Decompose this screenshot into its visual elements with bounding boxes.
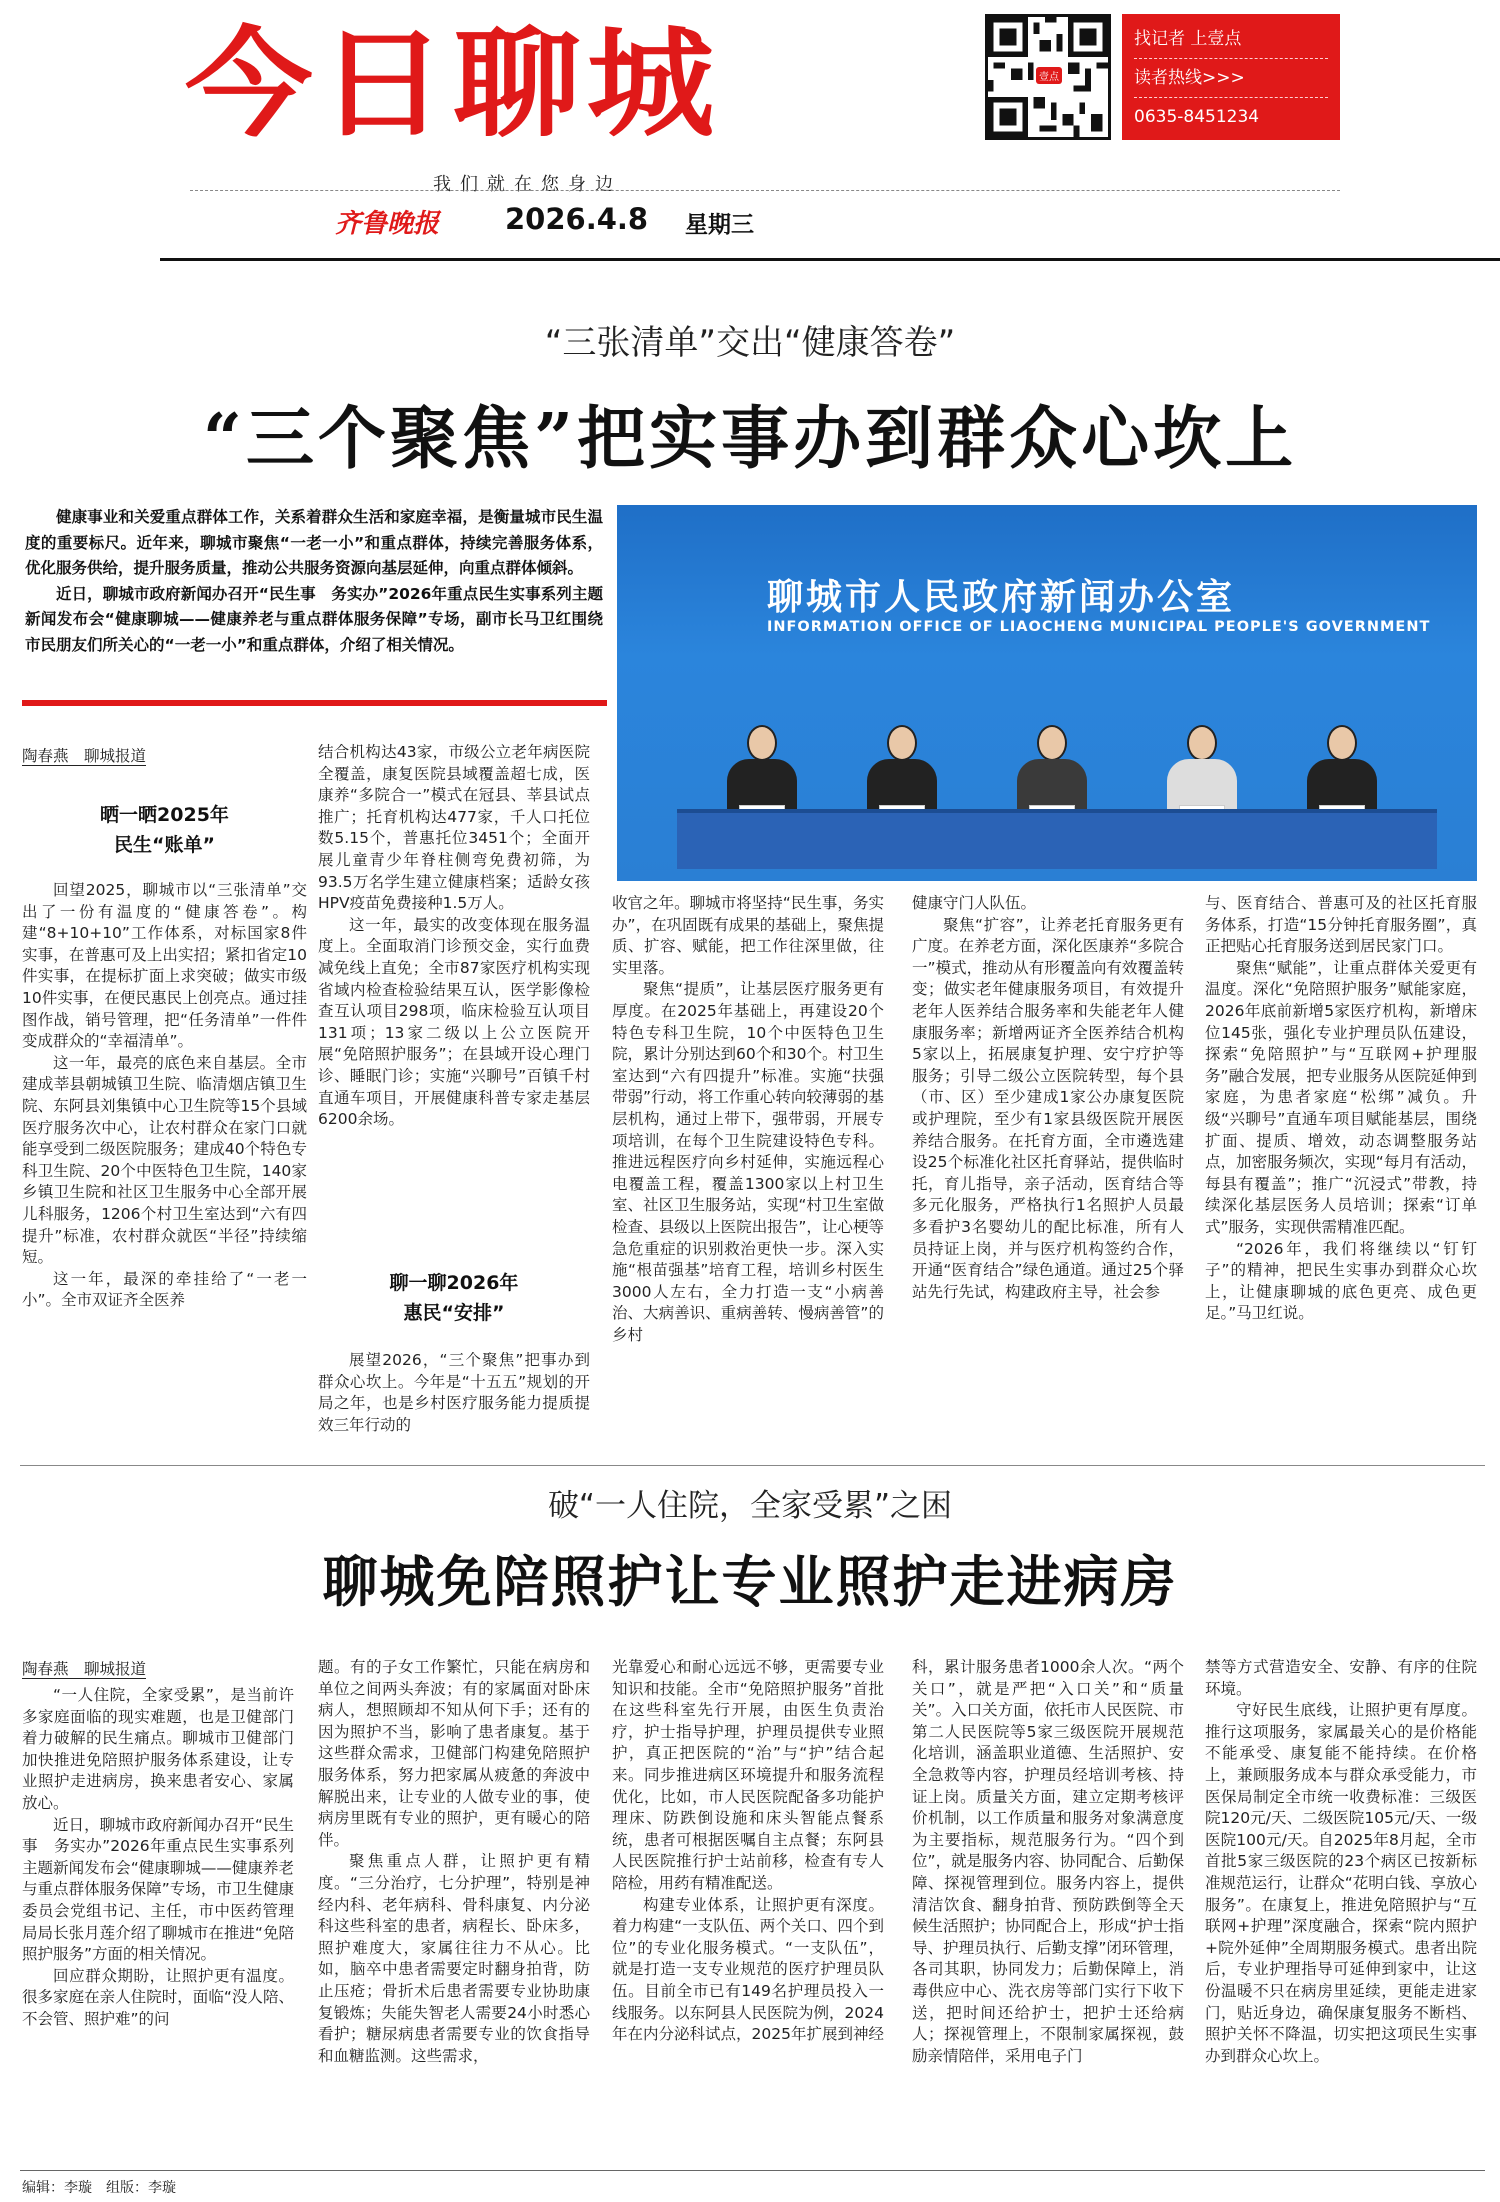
contact-line-1: 找记者 上壹点 [1134, 20, 1328, 59]
paper-logo: 齐鲁晚报 [335, 209, 440, 239]
conference-table [677, 809, 1437, 869]
story1-column-2a: 结合机构达43家，市级公立老年病医院全覆盖，康复医院县域覆盖超七成，医康养“多院合一”模式在冠县、莘县试点推广；托育机构达477家，千人口托位数5.15个，普惠托位3451个；全面开展儿童青少年脊柱侧弯免费初筛，为93.5万名学生建立健康档案；适龄女孩HPV疫苗免费接种1.5万人。 这一年，最实的改变体现在服务温度上。全面取消门诊预交金，实行血费减免线上直免；全市87家医疗机构实现省域内检查检验结果互认，医学影像检查互认项目298项，临床检验互认项目131项；13家二级以上公立医院开展“免陪照护服务”；在县域开设心理门诊、睡眠门诊；实施“兴聊号”百镇千村直通车项目，开展健康科普专家走基层6200余场。 [318, 743, 590, 1129]
slogan: 我们就在您身边 [433, 174, 622, 195]
lead-red-bar [22, 700, 607, 706]
story2-headline: 聊城免陪照护让专业照护走进病房 [322, 1549, 1178, 1614]
story2-byline: 陶春燕 聊城报道 [22, 1660, 147, 1678]
story1-column-2b: 展望2026，“三个聚焦”把事办到群众心坎上。今年是“十五五”规划的开局之年，也是乡村医疗服务能力提质提效三年行动的 [318, 1351, 590, 1434]
issue-date: 2026.4.8 [505, 202, 649, 236]
footer-credits: 编辑：李璇 组版：李璇 [22, 2180, 176, 2196]
story2-column-1: “一人住院，全家受累”，是当前许多家庭面临的现实难题，也是卫健部门着力破解的民生痛点。聊城市卫健部门加快推进免陪照护服务体系建设，让专业照护走进病房，换来患者安心、家属放心。 近日，聊城市政府新闻办召开“民生事 务实办”2026年重点民生实事系列主题新闻发布会“健康聊城——健康养老与重点群体服务保障”专场，市卫生健康委员会党组书记、主任，市中医药管理局局长张月莲介绍了聊城市在推进“免陪照护服务”方面的相关情况。 回应群众期盼，让照护更有温度。很多家庭在亲人住院时，面临“没人陪、不会管、照护难”的问 [22, 1686, 294, 2028]
story2-column-2: 题。有的子女工作繁忙，只能在病房和单位之间两头奔波；有的家属面对卧床病人，想照顾却不知从何下手；还有的因为照护不当，影响了患者康复。基于这些群众需求，卫健部门构建免陪照护服务体系，努力把家属从疲惫的奔波中解脱出来，让专业的人做专业的事，使病房里既有专业的照护，更有暖心的陪伴。 聚焦重点人群，让照护更有精度。“三分治疗，七分护理”，特别是神经内科、老年病科、骨科康复、内分泌科这些科室的患者，病程长、卧床多，照护难度大，家属往往力不从心。比如，脑卒中患者需要定时翻身拍背，防止压疮；骨折术后患者需要专业协助康复锻炼；失能失智老人需要24小时悉心看护；糖尿病患者需要专业的饮食指导和血糖监测。这些需求， [318, 1658, 590, 2065]
photo-backdrop-subtitle: INFORMATION OFFICE OF LIAOCHENG MUNICIPAL PEOPLE'S GOVERNMENT [767, 619, 1431, 635]
masthead-title: 今日聊城 [185, 15, 721, 153]
issue-weekday: 星期三 [685, 212, 754, 238]
speaker-figure [727, 725, 797, 813]
press-conference-photo [617, 505, 1477, 881]
masthead-divider [190, 190, 1340, 191]
story1-column-4: 健康守门人队伍。 聚焦“扩容”，让养老托育服务更有广度。在养老方面，深化医康养“多院合一”模式，推动从有形覆盖向有效覆盖转变；做实老年健康服务项目，有效提升老年人医养结合服务率和失能老年人健康服务率；新增两证齐全医养结合机构5家以上，拓展康复护理、安宁疗护等服务；引导二级公立医院转型，每个县（市、区）至少建成1家公办康复医院或护理院，至少有1家县级医院开展医养结合服务。在托育方面，全市遴选建设25个标准化社区托育驿站，提供临时托，育儿指导，亲子活动，医育结合等多元化服务，严格执行1名照护人员最多看护3名婴幼儿的配比标准，所有人员持证上岗，并与医疗机构签约合作，开通“医育结合”绿色通道。通过25个驿站先行先试，构建政府主导，社会参 [912, 894, 1184, 1301]
qr-code-icon[interactable] [985, 14, 1111, 140]
story1-byline: 陶春燕 聊城报道 [22, 747, 147, 765]
story1-lead-p2: 近日，聊城市政府新闻办召开“民生事 务实办”2026年重点民生实事系列主题新闻发布会“健康聊城——健康养老与重点群体服务保障”专场，副市长马卫红围绕市民朋友们所关心的“一老一小”和重点群体，介绍了相关情况。 [25, 584, 603, 654]
contact-box [1122, 14, 1340, 140]
story2-column-5: 禁等方式营造安全、安静、有序的住院环境。 守好民生底线，让照护更有厚度。推行这项服务，家属最关心的是价格能不能承受、康复能不能持续。在价格上，兼顾服务成本与群众承受能力，市医保局制定全市统一收费标准：三级医院120元/天、二级医院105元/天、一级医院100元/天。自2025年8月起，全市首批5家三级医院的23个病区已按新标准规范运行，让群众“花明白钱、享放心服务”。在康复上，推进免陪照护与“互联网+护理”深度融合，探索“院内照护+院外延伸”全周期服务模式。患者出院后，专业护理指导可延伸到家中，让这份温暖不只在病房里延续，更能走进家门，贴近身边，确保康复服务不断档、照护关怀不降温，切实把这项民生实事办到群众心坎上。 [1205, 1658, 1477, 2065]
story1-kicker: “三张清单”交出“健康答卷” [544, 323, 956, 363]
footer-rule [20, 2170, 1485, 2171]
top-rule [160, 258, 1500, 261]
story2-kicker: 破“一人住院，全家受累”之困 [547, 1488, 953, 1524]
story1-column-5: 与、医育结合、普惠可及的社区托育服务体系，打造“15分钟托育服务圈”，真正把贴心托育服务送到居民家门口。 聚焦“赋能”，让重点群体关爱更有温度。深化“免陪照护服务”赋能家庭，2026年底前新增5家医疗机构，新增床位145张，强化专业护理员队伍建设，探索“免陪照护”与“互联网+护理服务”融合发展，把专业服务从医院延伸到家庭，为患者家庭“松绑”减负。升级“兴聊号”直通车项目赋能基层，围绕扩面、提质、增效，动态调整服务站点，加密服务频次，实现“每月有活动，每县有覆盖”；推广“沉浸式”带教，持续深化基层医务人员培训；探索“订单式”服务，实现供需精准匹配。 “2026年，我们将继续以“钉钉子”的精神，把民生实事办到群众心坎上，让健康聊城的底色更亮、成色更足。”马卫红说。 [1205, 894, 1477, 1323]
story1-lead [25, 505, 603, 658]
story2-column-4: 科，累计服务患者1000余人次。“两个关口”，就是严把“入口关”和“质量关”。入口关方面，依托市人民医院、市第二人民医院等5家三级医院开展规范化培训，涵盖职业道德、生活照护、安全急救等内容，护理员经培训考核、持证上岗。质量关方面，建立定期考核评价机制，以工作质量和服务对象满意度为主要指标，规范服务行为。“四个到位”，就是服务内容、协同配合、后勤保障、探视管理到位。服务内容上，提供清洁饮食、翻身拍背、预防跌倒等全天候生活照护；协同配合上，形成“护士指导、护理员执行、后勤支撑”闭环管理，各司其职，协同发力；后勤保障上，消毒供应中心、洗衣房等部门实行下收下送，把时间还给护士，把护士还给病人；探视管理上，不限制家属探视，鼓励亲情陪伴，采用电子门 [912, 1658, 1184, 2065]
story1-subhead-1: 晒一晒2025年 民生“账单” [100, 804, 229, 856]
speaker-figure [1017, 725, 1087, 813]
story1-column-3: 收官之年。聊城市将坚持“民生事，务实办”，在巩固既有成果的基础上，聚焦提质、扩容、赋能，把工作往深里做，往实里落。 聚焦“提质”，让基层医疗服务更有厚度。在2025年基础上，再建设20个特色专科卫生院，10个中医特色卫生院，累计分别达到60个和30个。村卫生室达到“六有四提升”标准。实施“扶强带弱”行动，将工作重心转向较薄弱的基层机构，通过上带下，强带弱，开展专项培训，在每个卫生院建设特色专科。推进远程医疗向乡村延伸，实施远程心电覆盖工程，覆盖1300家以上村卫生室、社区卫生服务站，实现“村卫生室做检查、县级以上医院出报告”，让心梗等急危重症的识别救治更快一步。深入实施“根苗强基”培育工程，培训乡村医生3000人左右，全力打造一支“小病善治、大病善识、重病善转、慢病善管”的乡村 [612, 894, 884, 1344]
speaker-figure [1167, 725, 1237, 813]
contact-line-2: 读者热线>>> [1134, 59, 1328, 98]
speaker-figure [867, 725, 937, 813]
story2-column-3: 光靠爱心和耐心远远不够，更需要专业知识和技能。全市“免陪照护服务”首批在这些科室先行开展，由医生负责治疗，护士指导护理，护理员提供专业照护，真正把医院的“治”与“护”结合起来。同步推进病区环境提升和服务流程优化，比如，市人民医院配备多功能护理床、防跌倒设施和床头智能点餐系统，患者可根据医嘱自主点餐；东阿县人民医院推行护士站前移，检查有专人陪检，用药有精准配送。 构建专业体系，让照护更有深度。着力构建“一支队伍、两个关口、四个到位”的专业化服务模式。“一支队伍”，就是打造一支专业规范的医疗护理员队伍。目前全市已有149名护理员投入一线服务。以东阿县人民医院为例，2024年在内分泌科试点，2025年扩展到神经 [612, 1658, 884, 2044]
contact-phone: 0635-8451234 [1134, 107, 1260, 127]
story1-subhead-2: 聊一聊2026年 惠民“安排” [389, 1272, 519, 1324]
section-divider [20, 1465, 1485, 1466]
story1-column-1: 回望2025，聊城市以“三张清单”交出了一份有温度的“健康答卷”。构建“8+10+10”工作体系，对标国家8件实事，在普惠可及上出实招；紧扣省定10件实事，在提标扩面上求突破；做实市级10件实事，在便民惠民上创亮点。通过挂图作战，销号管理，把“任务清单”一件件变成群众的“幸福清单”。 这一年，最亮的底色来自基层。全市建成莘县朝城镇卫生院、临清烟店镇卫生院、东阿县刘集镇中心卫生院等15个县域医疗服务次中心，让农村群众在家门口就能享受到二级医院服务；建成40个特色专科卫生院、20个中医特色卫生院，140家乡镇卫生院和社区卫生服务中心全部开展儿科服务，1206个村卫生室达到“六有四提升”标准，农村群众就医“半径”持续缩短。 这一年，最深的牵挂给了“一老一小”。全市双证齐全医养 [22, 881, 307, 1310]
photo-backdrop-title: 聊城市人民政府新闻办公室 [767, 577, 1236, 618]
qr-brand-badge: 壹点 [1036, 67, 1062, 84]
story1-headline: “三个聚焦”把实事办到群众心坎上 [202, 399, 1298, 479]
speaker-figure [1307, 725, 1377, 813]
story1-lead-p1: 健康事业和关爱重点群体工作，关系着群众生活和家庭幸福，是衡量城市民生温度的重要标尺。近年来，聊城市聚焦“一老一小”和重点群体，持续完善服务体系，优化服务供给，提升服务质量，推动公共服务资源向基层延伸，向重点群体倾斜。 [25, 508, 603, 577]
